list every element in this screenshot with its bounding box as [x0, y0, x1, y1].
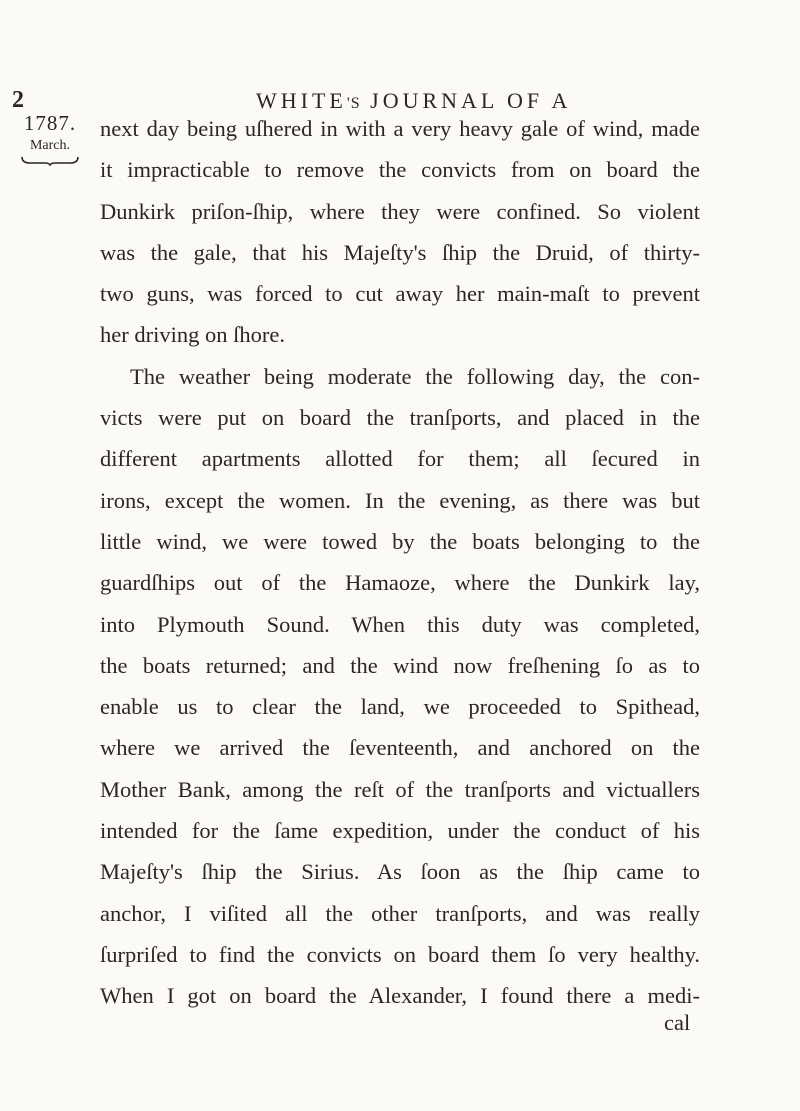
- text-line: into Plymouth Sound. When this duty was completed,: [100, 611, 700, 637]
- running-head-apostrophe: 'S: [346, 95, 361, 112]
- running-head-rest: JOURNAL OF A: [370, 88, 572, 113]
- text-line: different apartments allotted for them; all ſecured in: [100, 446, 700, 472]
- text-line: anchor, I viſited all the other tranſports, and was really: [100, 900, 700, 926]
- text-line: Majeſty's ſhip the Sirius. As ſoon as the ſhip came to: [100, 859, 700, 885]
- page-number: 2: [12, 87, 24, 113]
- text-line: was the gale, that his Majeſty's ſhip the Druid, of thirty-: [100, 239, 700, 265]
- brace-icon: [20, 156, 80, 166]
- text-line: When I got on board the Alexander, I found there a medi-: [100, 983, 700, 1009]
- text-line: next day being uſhered in with a very heavy gale of wind, made: [100, 116, 700, 141]
- text-line: Mother Bank, among the reſt of the tranſports and victuallers: [100, 776, 700, 802]
- margin-year: 1787.: [23, 111, 77, 135]
- text-line: the boats returned; and the wind now freſhening ſo as to: [100, 652, 700, 678]
- text-line: her driving on ſhore.: [100, 322, 285, 348]
- running-head-main: WHITE: [256, 88, 347, 113]
- margin-note: [10, 108, 90, 166]
- text-line: two guns, was forced to cut away her main-maſt to prevent: [100, 281, 700, 307]
- text-line: intended for the ſame expedition, under the conduct of his: [100, 818, 700, 844]
- text-line: The weather being moderate the following day, the con-: [130, 363, 700, 389]
- text-line: enable us to clear the land, we proceeded to Spithead,: [100, 694, 700, 720]
- text-line: Dunkirk priſon-ſhip, where they were confined. So violent: [100, 198, 700, 224]
- text-line: irons, except the women. In the evening, as there was but: [100, 487, 700, 513]
- catchword: cal: [664, 1010, 691, 1035]
- margin-month: March.: [29, 138, 71, 153]
- text-line: guardſhips out of the Hamaoze, where the Dunkirk lay,: [100, 570, 700, 596]
- text-line: where we arrived the ſeventeenth, and anchored on the: [100, 735, 700, 761]
- text-line: victs were put on board the tranſports, and placed in the: [100, 405, 700, 431]
- journal-text: [100, 108, 700, 1017]
- text-line: it impracticable to remove the convicts from on board the: [100, 157, 700, 183]
- text-line: little wind, we were towed by the boats belonging to the: [100, 528, 700, 554]
- text-line: ſurpriſed to find the convicts on board them ſo very healthy.: [100, 941, 700, 967]
